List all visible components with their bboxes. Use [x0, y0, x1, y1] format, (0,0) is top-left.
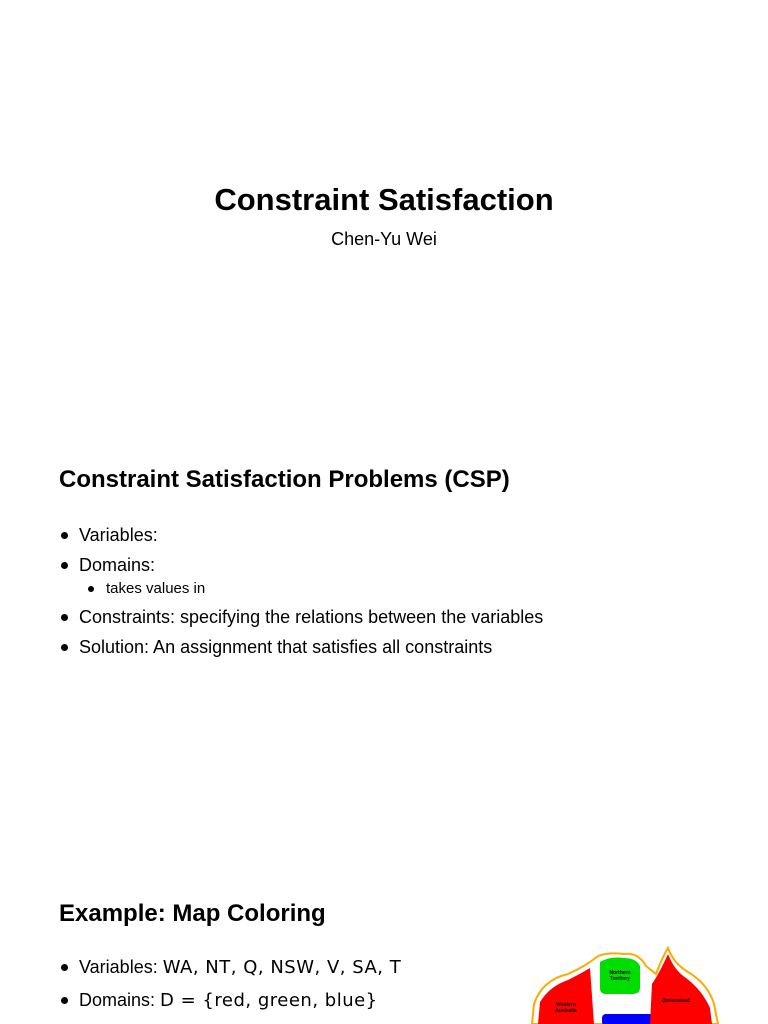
sub-bullet-domain-values: takes values in [59, 580, 543, 598]
region-south-australia [602, 1014, 654, 1024]
bullet-variables [59, 956, 401, 979]
map-coloring-slide [0, 864, 768, 1024]
bullet-constraints: Constraints: specifying the relations between the variables [59, 606, 543, 628]
label-northern-territory: Northern Territory [609, 970, 631, 982]
title-slide [0, 0, 768, 432]
region-western-australia [538, 968, 594, 1024]
bullet-solution: Solution: An assignment that satisfies all constraints [59, 636, 543, 658]
variables-label: Variables: [79, 957, 158, 977]
label-western-australia: Western Australia [555, 1002, 577, 1014]
variables-value: WA, NT, Q, NSW, V, SA, T [162, 957, 402, 978]
label-queensland: Queensland [661, 998, 691, 1004]
slide-title: Constraint Satisfaction [214, 182, 554, 217]
bullet-list [59, 524, 543, 666]
csp-definition-slide [0, 432, 768, 864]
author-name: Chen-Yu Wei [331, 229, 437, 249]
domains-value: D = {red, green, blue} [160, 990, 378, 1011]
bullet-variables: Variables: [59, 524, 543, 546]
bullet-domains: Domains: [59, 554, 543, 576]
bullet-domains [59, 989, 401, 1012]
bullet-list [59, 956, 401, 1022]
slide-heading: Example: Map Coloring [59, 900, 326, 927]
australia-map [528, 944, 720, 1024]
domains-label: Domains: [79, 990, 156, 1010]
slide-heading: Constraint Satisfaction Problems (CSP) [59, 466, 510, 493]
